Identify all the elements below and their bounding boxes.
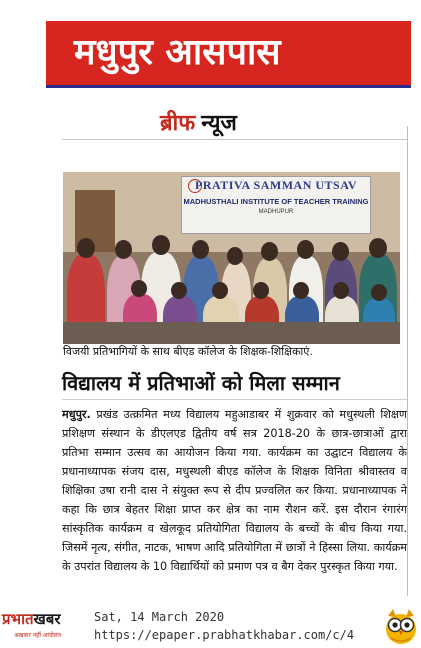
headline-divider — [62, 399, 407, 400]
event-banner — [181, 176, 371, 234]
section-masthead — [46, 21, 411, 85]
section-label — [160, 107, 237, 137]
newspaper-logo — [0, 603, 88, 648]
article-body — [62, 405, 407, 595]
column-divider — [407, 126, 408, 596]
photo-caption: विजयी प्रतिभागियों के साथ बीएड कॉलेज के शिक्षक-शिक्षिकाएं. — [63, 345, 313, 358]
epaper-url-link[interactable]: https://epaper.prabhatkhabar.com/c/4 — [94, 628, 355, 642]
logo-part1: प्रभात — [2, 610, 34, 628]
news-photo — [63, 172, 400, 344]
article-headline: विद्यालय में प्रतिभाओं को मिला सम्मान — [62, 371, 340, 395]
article-body-text: प्रखंड उत्क्रमित मध्य विद्यालय महुआडाबर में शुक्रवार को मधुस्थली शिक्षण प्रशिक्षण संस्थान के डीएलएड द्वितीय वर्ष सत्र 2018-20 के छात्र-छात्राओं द्वारा प्रतिभा सम्मान उत्सव का आयोजन किया गया. कार्यक्रम का उद्घाटन विद्यालय के प्रधानाध्यापक संजय दास, मधुस्थली बीएड कॉलेज के शिक्षक विनिता श्रीवास्तव व शिक्षिका उषा रानी दास ने संयुक्त रूप से दीप प्रज्वलित कर किया. प्रधानाध्यापक ने कहा कि छात्र बेहतर शिक्षा प्राप्त कर क्षेत्र का नाम रौशन करें. इस दौरान रंगारंग सांस्कृतिक कार्यक्रम व खेलकूद प्रतियोगिता विद्यालय के बच्चों के बीच किया गया. जिसमें नृत्य, संगीत, नाटक, भाषण आदि प्रतियोगिता में छात्रों ने हिस्सा लिया. कार्यक्रम के उपरांत विद्यालय के 10 विद्यार्थियों को प्रमाण पत्र व बैग देकर पुरस्कृत किया गया. — [62, 408, 407, 573]
logo-part2: खबर — [33, 610, 61, 628]
masthead-title: मधुपुर आसपास — [74, 32, 281, 73]
banner-institute: MADHUSTHALI INSTITUTE OF TEACHER TRAINING — [183, 197, 369, 206]
banner-place: MADHUPUR — [258, 209, 294, 215]
masthead-underline — [46, 85, 411, 88]
logo-tagline: अखबार नहीं आंदोलन — [14, 632, 62, 639]
publish-date: Sat, 14 March 2020 — [94, 610, 225, 624]
owl-icon — [384, 607, 418, 645]
section-label-part1: ब्रीफ — [160, 111, 196, 136]
section-divider — [62, 139, 407, 140]
article-dateline: मधुपुर. — [62, 408, 91, 421]
banner-title: PRATIVA SAMMAN UTSAV — [194, 178, 358, 192]
section-label-part2: न्यूज — [201, 111, 237, 136]
